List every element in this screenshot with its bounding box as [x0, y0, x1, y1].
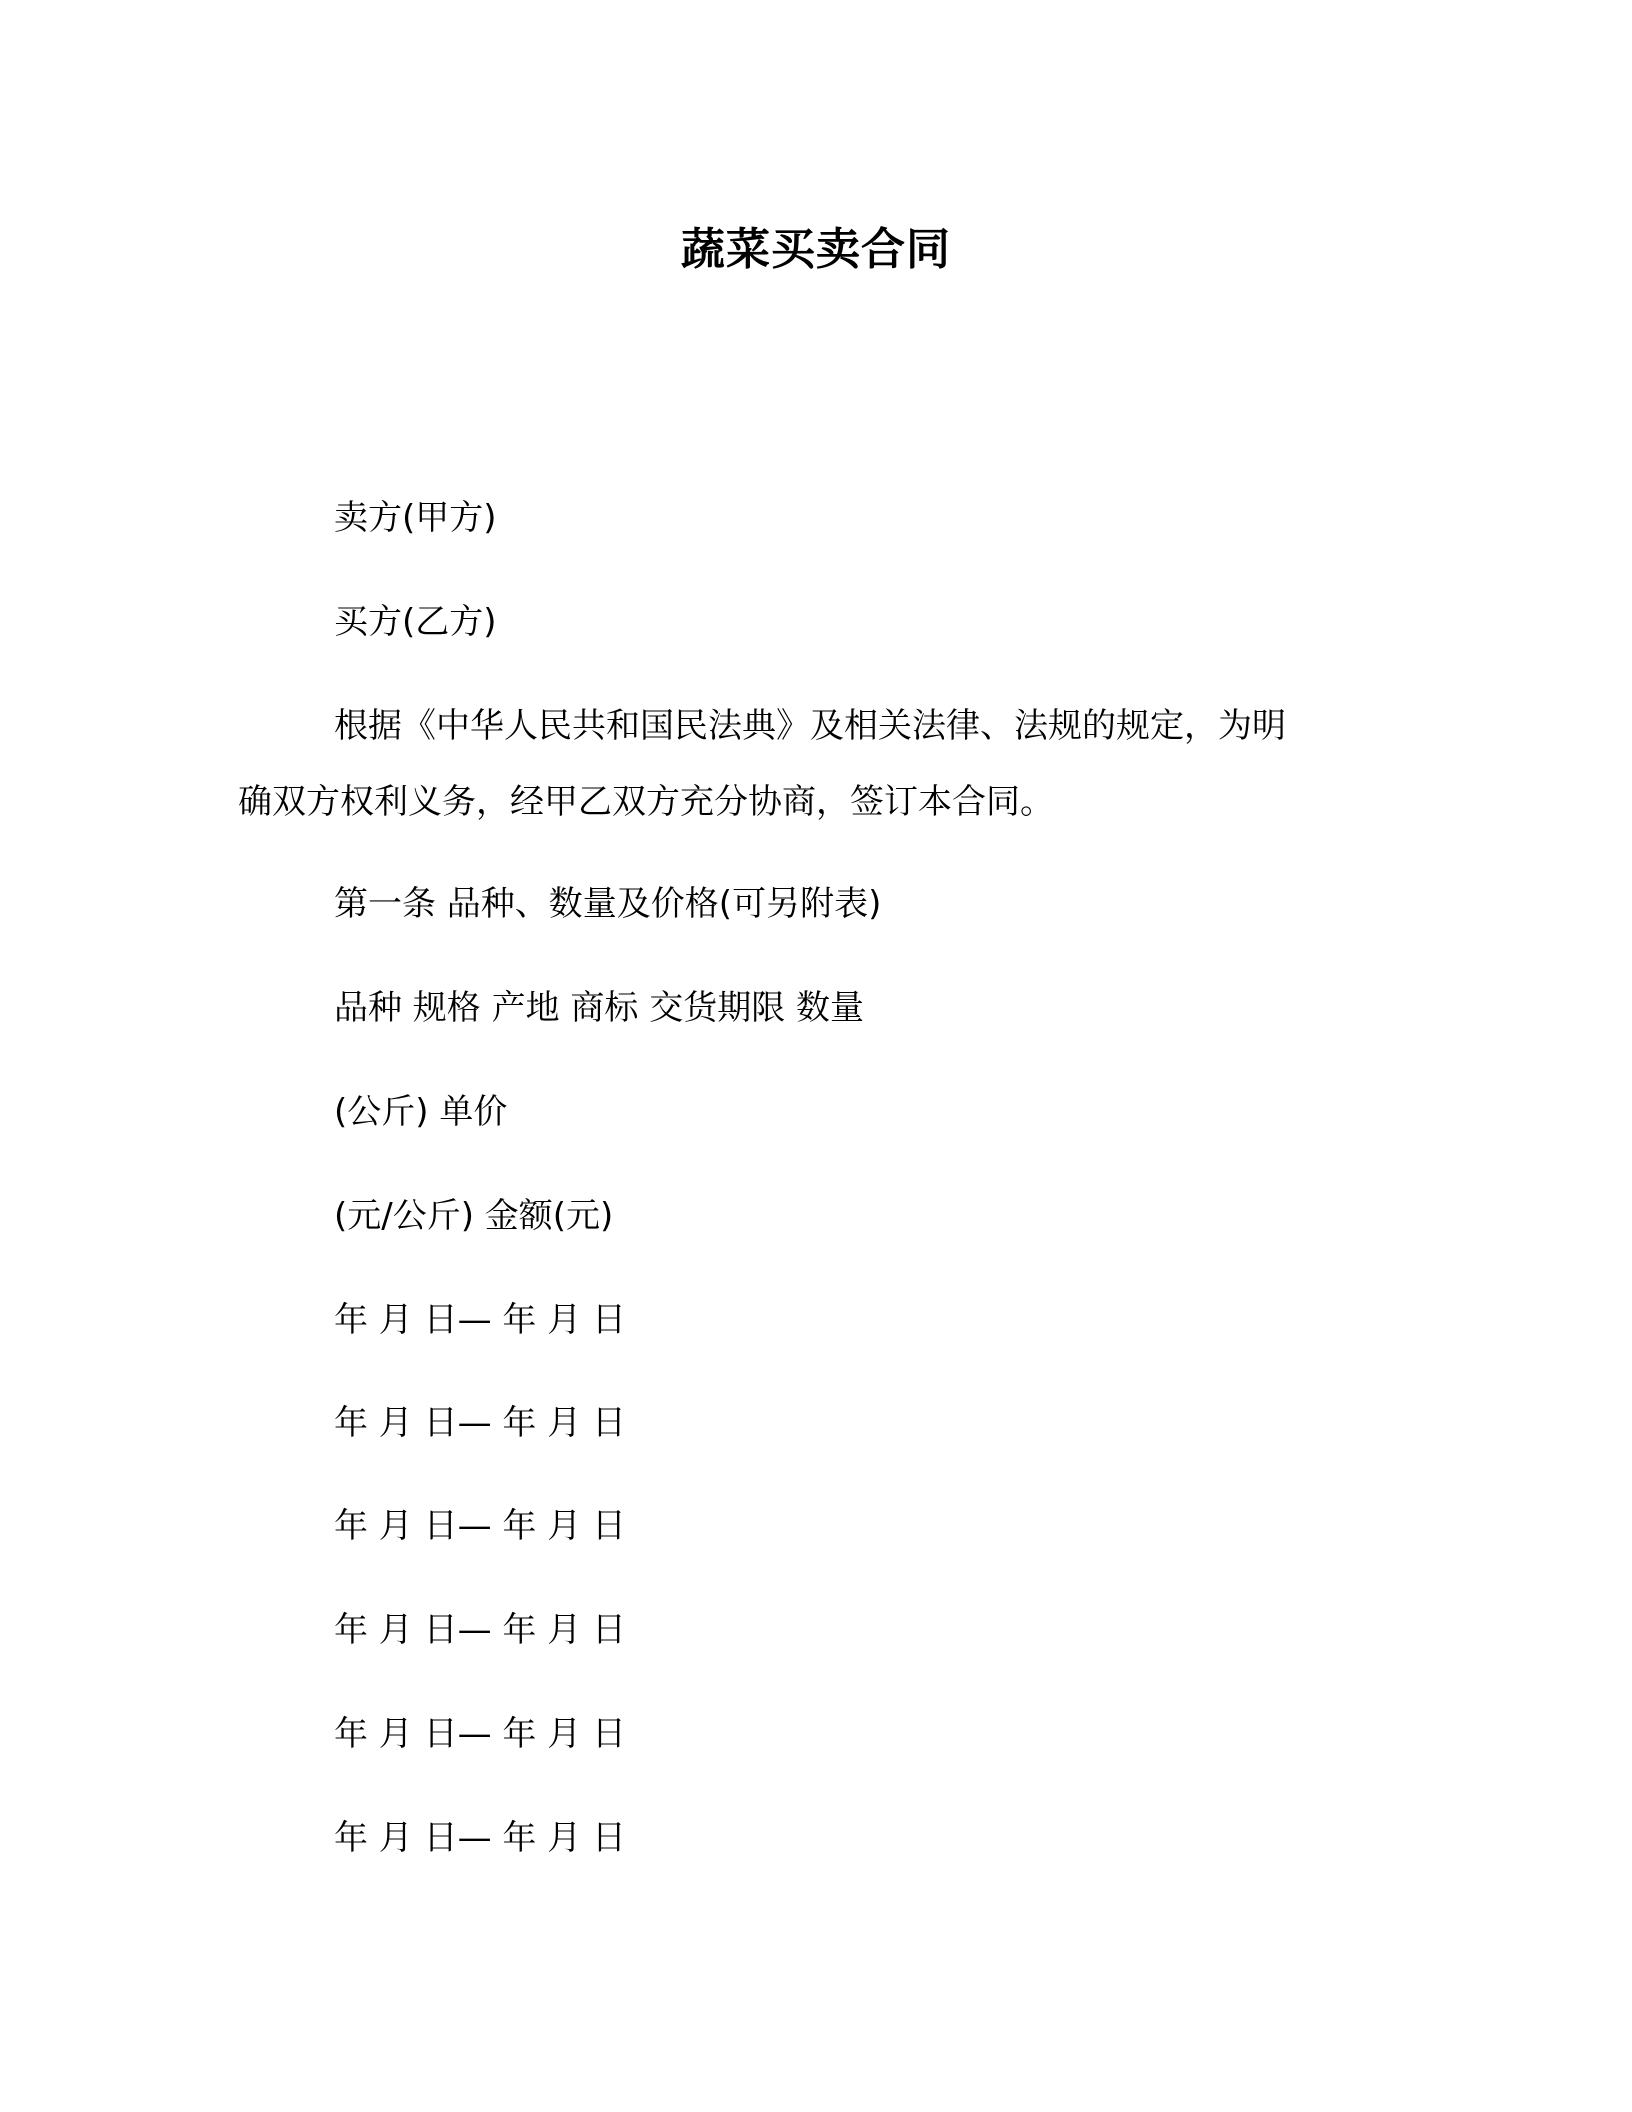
date-row: 年 月 日— 年 月 日	[334, 1818, 627, 1858]
table-header-line-1: 品种 规格 产地 商标 交货期限 数量	[334, 988, 865, 1028]
party-b-label: 买方(乙方)	[334, 602, 497, 642]
preamble-line-2: 确双方权利义务，经甲乙双方充分协商，签订本合同。	[238, 782, 1054, 822]
article-1-heading: 第一条 品种、数量及价格(可另附表)	[334, 884, 882, 924]
date-row: 年 月 日— 年 月 日	[334, 1506, 627, 1546]
date-row: 年 月 日— 年 月 日	[334, 1610, 627, 1650]
preamble-line-1: 根据《中华人民共和国民法典》及相关法律、法规的规定，为明	[334, 706, 1286, 746]
date-row: 年 月 日— 年 月 日	[334, 1300, 627, 1340]
date-row: 年 月 日— 年 月 日	[334, 1403, 627, 1443]
date-row: 年 月 日— 年 月 日	[334, 1714, 627, 1754]
party-a-label: 卖方(甲方)	[334, 498, 497, 538]
document-title: 蔬菜买卖合同	[681, 224, 951, 275]
table-header-line-2: (公斤) 单价	[334, 1092, 508, 1132]
table-header-line-3: (元/公斤) 金额(元)	[334, 1196, 614, 1236]
